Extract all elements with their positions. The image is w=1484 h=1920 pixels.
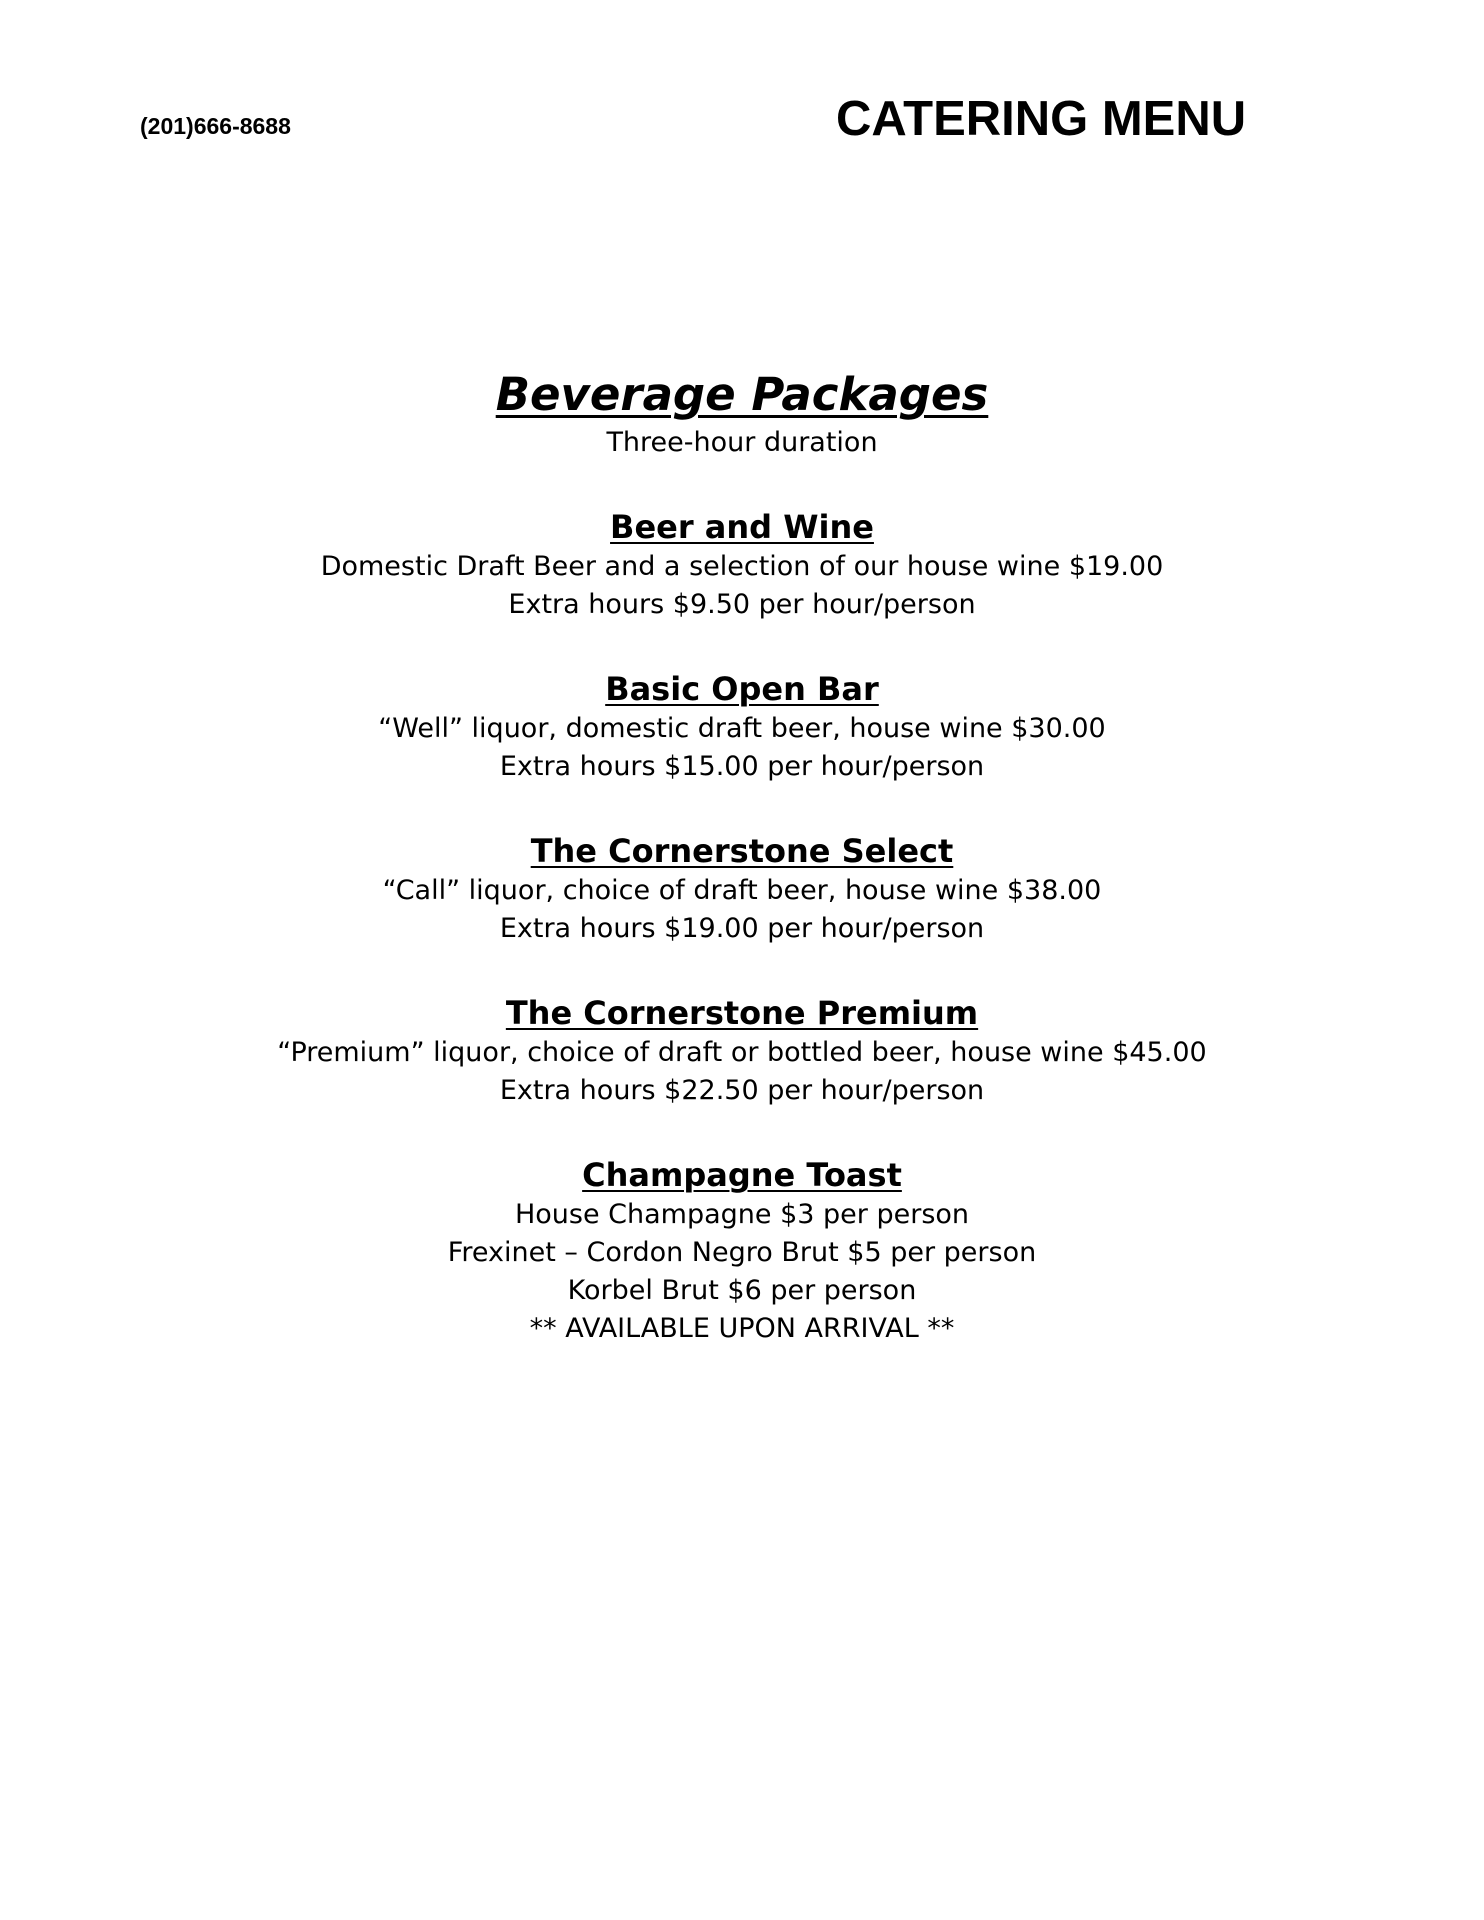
champagne-option: Korbel Brut $6 per person <box>567 1275 917 1306</box>
document-title: CATERING MENU <box>836 92 1247 146</box>
package-title: Beer and Wine <box>610 508 874 546</box>
package-champagne-toast <box>0 1154 1484 1348</box>
package-description: “Well” liquor, domestic draft beer, house wine $30.00 <box>378 713 1106 744</box>
package-basic-open-bar <box>0 668 1484 786</box>
package-description: Domestic Draft Beer and a selection of our house wine $19.00 <box>320 551 1164 582</box>
phone-number: (201)666-8688 <box>140 113 291 139</box>
package-cornerstone-premium <box>0 992 1484 1110</box>
champagne-option: House Champagne $3 per person <box>514 1199 970 1230</box>
champagne-option: Frexinet – Cordon Negro Brut $5 per person <box>447 1237 1037 1268</box>
package-title: Basic Open Bar <box>605 670 879 708</box>
package-cornerstone-select <box>0 830 1484 948</box>
package-extra-hours: Extra hours $19.00 per hour/person <box>499 913 985 944</box>
package-extra-hours: Extra hours $22.50 per hour/person <box>499 1075 985 1106</box>
package-title: Champagne Toast <box>582 1156 902 1194</box>
section-subtitle: Three-hour duration <box>606 427 878 458</box>
beverage-packages-section <box>0 366 1484 1348</box>
package-extra-hours: Extra hours $9.50 per hour/person <box>508 589 976 620</box>
package-beer-and-wine <box>0 506 1484 624</box>
package-title: The Cornerstone Select <box>530 832 954 870</box>
availability-note: ** AVAILABLE UPON ARRIVAL ** <box>529 1313 955 1344</box>
section-heading: Beverage Packages <box>495 368 989 421</box>
package-description: “Call” liquor, choice of draft beer, house wine $38.00 <box>382 875 1102 906</box>
package-title: The Cornerstone Premium <box>505 994 979 1032</box>
package-description: “Premium” liquor, choice of draft or bottled beer, house wine $45.00 <box>277 1037 1207 1068</box>
package-extra-hours: Extra hours $15.00 per hour/person <box>499 751 985 782</box>
